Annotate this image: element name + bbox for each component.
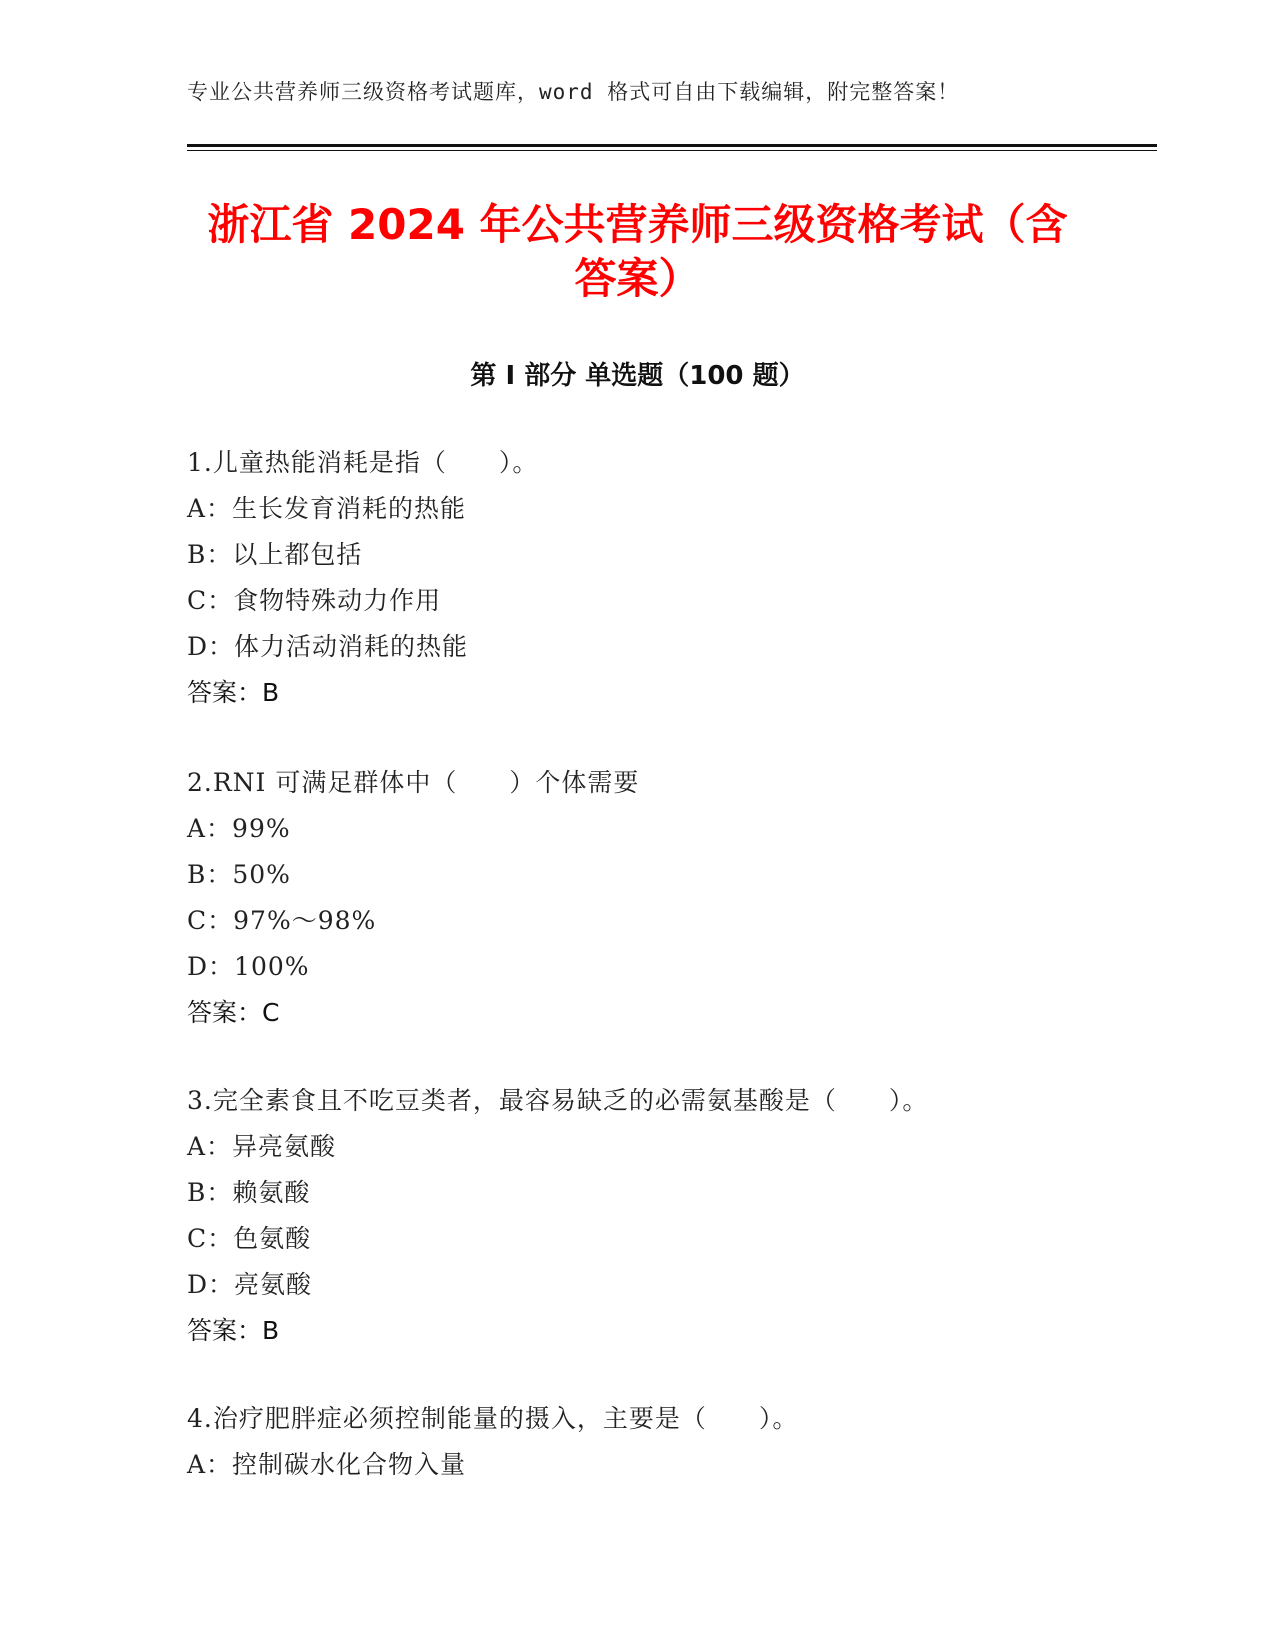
option-a: A：异亮氨酸 [187,1132,337,1161]
option-a: A：控制碳水化合物入量 [187,1450,467,1479]
question-1 [187,440,1147,716]
question-2 [187,760,1147,1036]
header-divider-thin [187,150,1157,151]
option-b: B：以上都包括 [187,540,363,569]
option-d: D：100% [187,952,310,981]
option-d: D：体力活动消耗的热能 [187,632,469,661]
document-title-line-1: 浙江省 2024 年公共营养师三级资格考试（含 [207,200,1068,249]
question-stem: 4.治疗肥胖症必须控制能量的摄入，主要是（ ）。 [187,1404,799,1433]
document-title [160,198,1115,306]
option-b: B：赖氨酸 [187,1178,311,1207]
answer-line: 答案：C [187,998,280,1027]
document-title-line-2: 答案） [574,254,701,303]
question-3 [187,1078,1147,1354]
option-c: C：色氨酸 [187,1224,312,1253]
option-a: A：生长发育消耗的热能 [187,494,467,523]
section-title: 第 I 部分 单选题（100 题） [470,361,805,391]
question-stem: 1.儿童热能消耗是指（ ）。 [187,448,539,477]
option-c: C：食物特殊动力作用 [187,586,442,615]
answer-line: 答案：B [187,678,280,707]
option-c: C：97%～98% [187,906,377,935]
page-header-text: 专业公共营养师三级资格考试题库，word 格式可自由下载编辑，附完整答案！ [187,80,960,104]
option-b: B：50% [187,860,291,889]
question-4 [187,1396,1147,1488]
header-divider-thick [187,144,1157,147]
answer-line: 答案：B [187,1316,280,1345]
question-stem: 2.RNI 可满足群体中（ ）个体需要 [187,768,640,797]
option-d: D：亮氨酸 [187,1270,313,1299]
question-stem: 3.完全素食且不吃豆类者，最容易缺乏的必需氨基酸是（ ）。 [187,1086,929,1115]
option-a: A：99% [187,814,291,843]
